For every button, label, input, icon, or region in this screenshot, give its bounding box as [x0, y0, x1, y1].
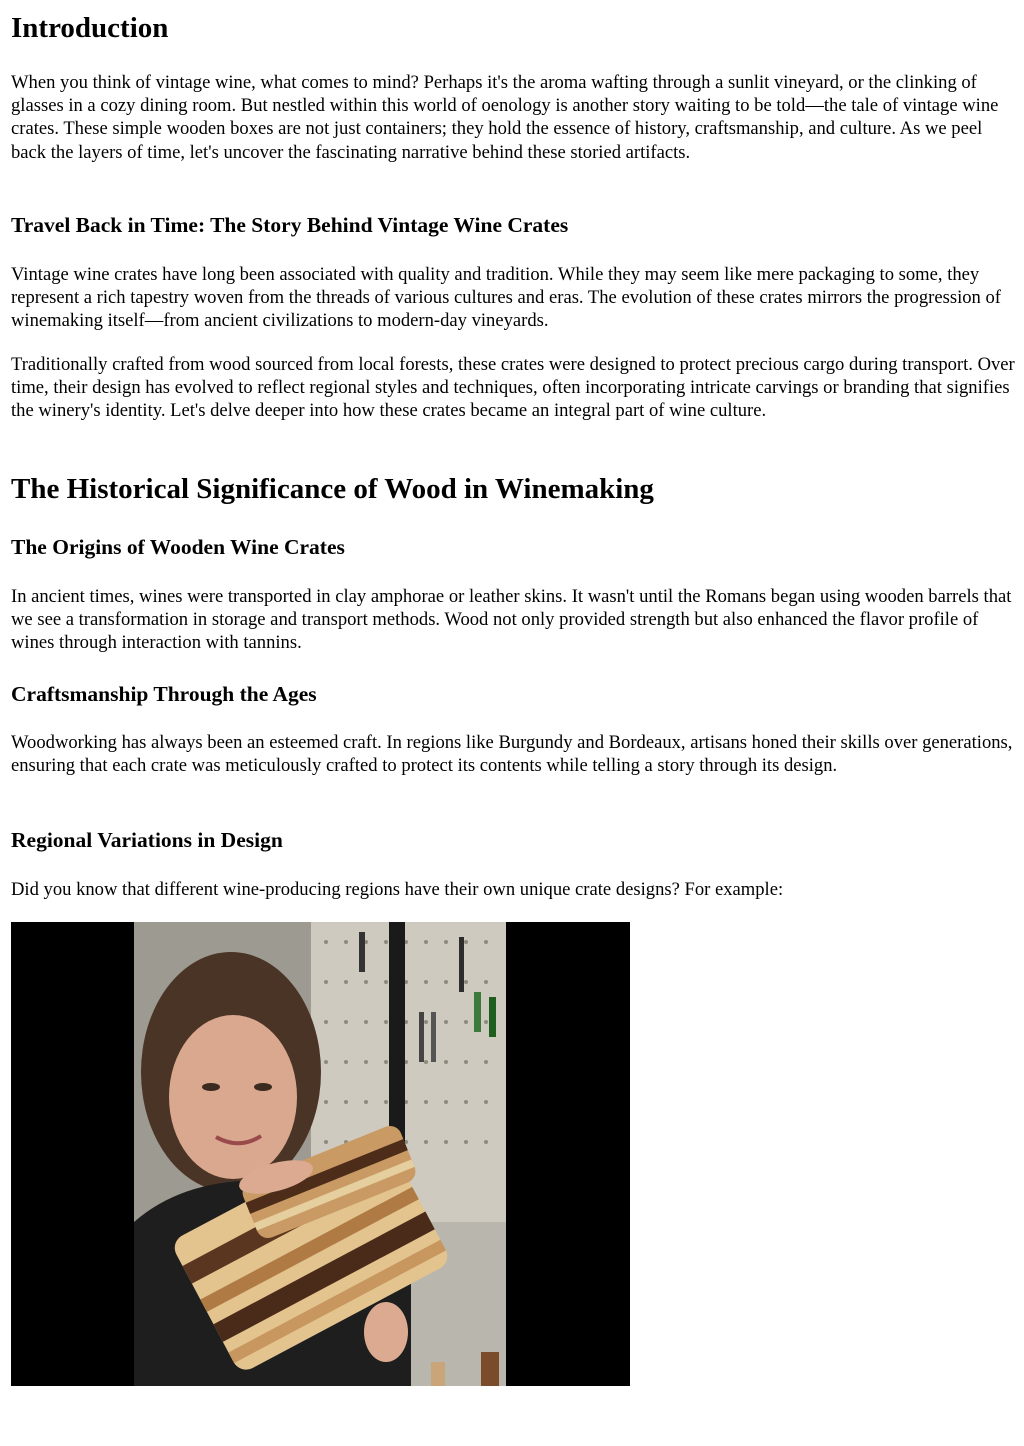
video-still-woodworker-holding-cutting-board [11, 922, 630, 1386]
travel-paragraph-1: Vintage wine crates have long been associated with quality and tradition. While they may seem like mere packaging to some, they represent a rich tapestry woven from the threads of various cultures and eras. The evolution of these crates mirrors the progression of winemaking itself—from ancient civilizations to modern-day vineyards. [11, 264, 1001, 332]
origins-paragraph: In ancient times, wines were transported in clay amphorae or leather skins. It wasn't until the Romans began using wooden barrels that we see a transformation in storage and transport methods. Wood not only provided strength but also enhanced the flavor profile of wines through interaction with tannins. [11, 586, 1012, 654]
embedded-video[interactable] [11, 922, 630, 1386]
historical-significance-heading: The Historical Significance of Wood in Winemaking [11, 473, 654, 505]
craftsmanship-heading: Craftsmanship Through the Ages [11, 682, 317, 706]
regional-variations-paragraph: Did you know that different wine-producing regions have their own unique crate designs? For example: [11, 879, 784, 900]
regional-variations-heading: Regional Variations in Design [11, 828, 283, 852]
travel-paragraph-2: Traditionally crafted from wood sourced from local forests, these crates were designed to protect precious cargo during transport. Over time, their design has evolved to reflect regional styles and techniques, often incorporating intricate carvings or branding that signifies the winery's identity. Let's delve deeper into how these crates became an integral part of wine culture. [11, 354, 1015, 422]
origins-heading: The Origins of Wooden Wine Crates [11, 535, 345, 559]
travel-back-in-time-heading: Travel Back in Time: The Story Behind Vintage Wine Crates [11, 213, 569, 237]
introduction-paragraph: When you think of vintage wine, what comes to mind? Perhaps it's the aroma wafting through a sunlit vineyard, or the clinking of glasses in a cozy dining room. But nestled within this world of oenology is another story waiting to be told—the tale of vintage wine crates. These simple wooden boxes are not just containers; they hold the essence of history, craftsmanship, and culture. As we peel back the layers of time, let's uncover the fascinating narrative behind these storied artifacts. [11, 72, 999, 163]
craftsmanship-paragraph: Woodworking has always been an esteemed craft. In regions like Burgundy and Bordeaux, artisans honed their skills over generations, ensuring that each crate was meticulously crafted to protect its contents while telling a story through its design. [11, 732, 1013, 777]
introduction-heading: Introduction [11, 12, 169, 44]
